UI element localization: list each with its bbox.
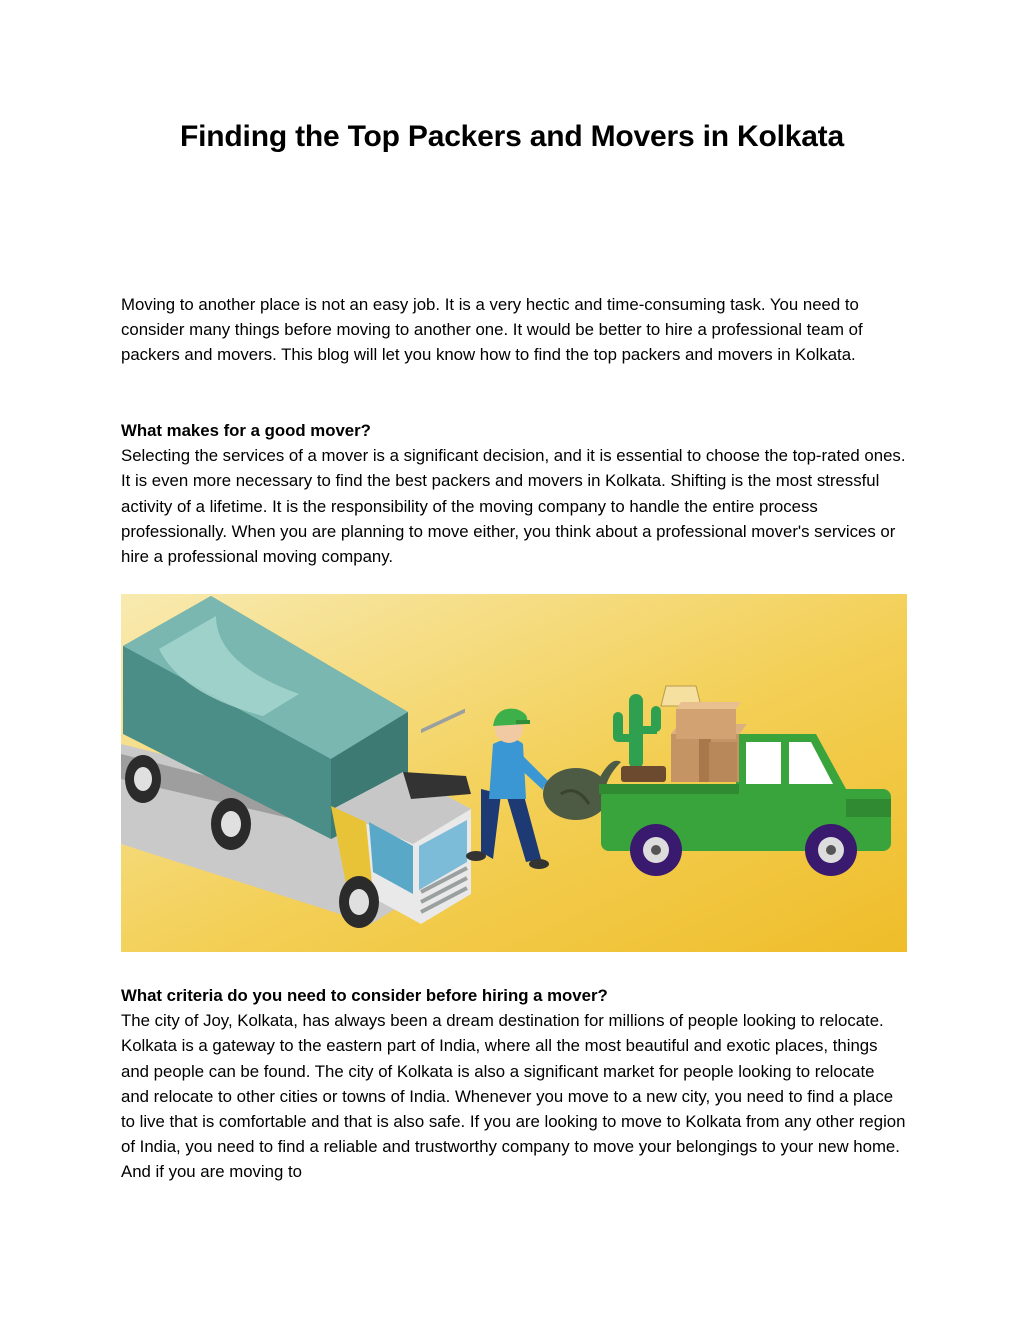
intro-section (121, 292, 906, 368)
section-heading-good-mover: What makes for a good mover? (121, 421, 371, 440)
intro-paragraph: Moving to another place is not an easy job. It is a very hectic and time-consuming task. You need to consider many things before moving to another one. It would be better to hire a professional team of packers and movers. This blog will let you know how to find the top packers and movers in Kolkata. (121, 295, 863, 365)
section-body-good-mover: Selecting the services of a mover is a significant decision, and it is essential to choose the top-rated ones. It is even more necessary to find the best packers and movers in Kolkata. Shifting is the most stressful activity of a lifetime. It is the responsibility of the moving company to handle the entire process professionally. When you are planning to move either, you think about a professional mover's services or hire a professional moving company. (121, 446, 906, 567)
moving-illustration (121, 594, 907, 952)
good-mover-section (121, 418, 906, 569)
page-title: Finding the Top Packers and Movers in Kolkata (180, 120, 844, 153)
cardboard-box-icon (671, 702, 747, 782)
section-body-hiring-criteria: The city of Joy, Kolkata, has always been a dream destination for millions of people looking to relocate. Kolkata is a gateway to the eastern part of India, where all the most beautiful and exotic places, things and people can be found. The city of Kolkata is also a significant market for people looking to relocate and relocate to other cities or towns of India. Whenever you move to a new city, you need to find a place to live that is comfortable and that is also safe. If you are looking to move to Kolkata from any other region of India, you need to find a reliable and trustworthy company to move your belongings to your new home. And if you are moving to (121, 1011, 906, 1182)
section-heading-hiring-criteria: What criteria do you need to consider before hiring a mover? (121, 986, 608, 1005)
hiring-criteria-section (121, 983, 906, 1185)
